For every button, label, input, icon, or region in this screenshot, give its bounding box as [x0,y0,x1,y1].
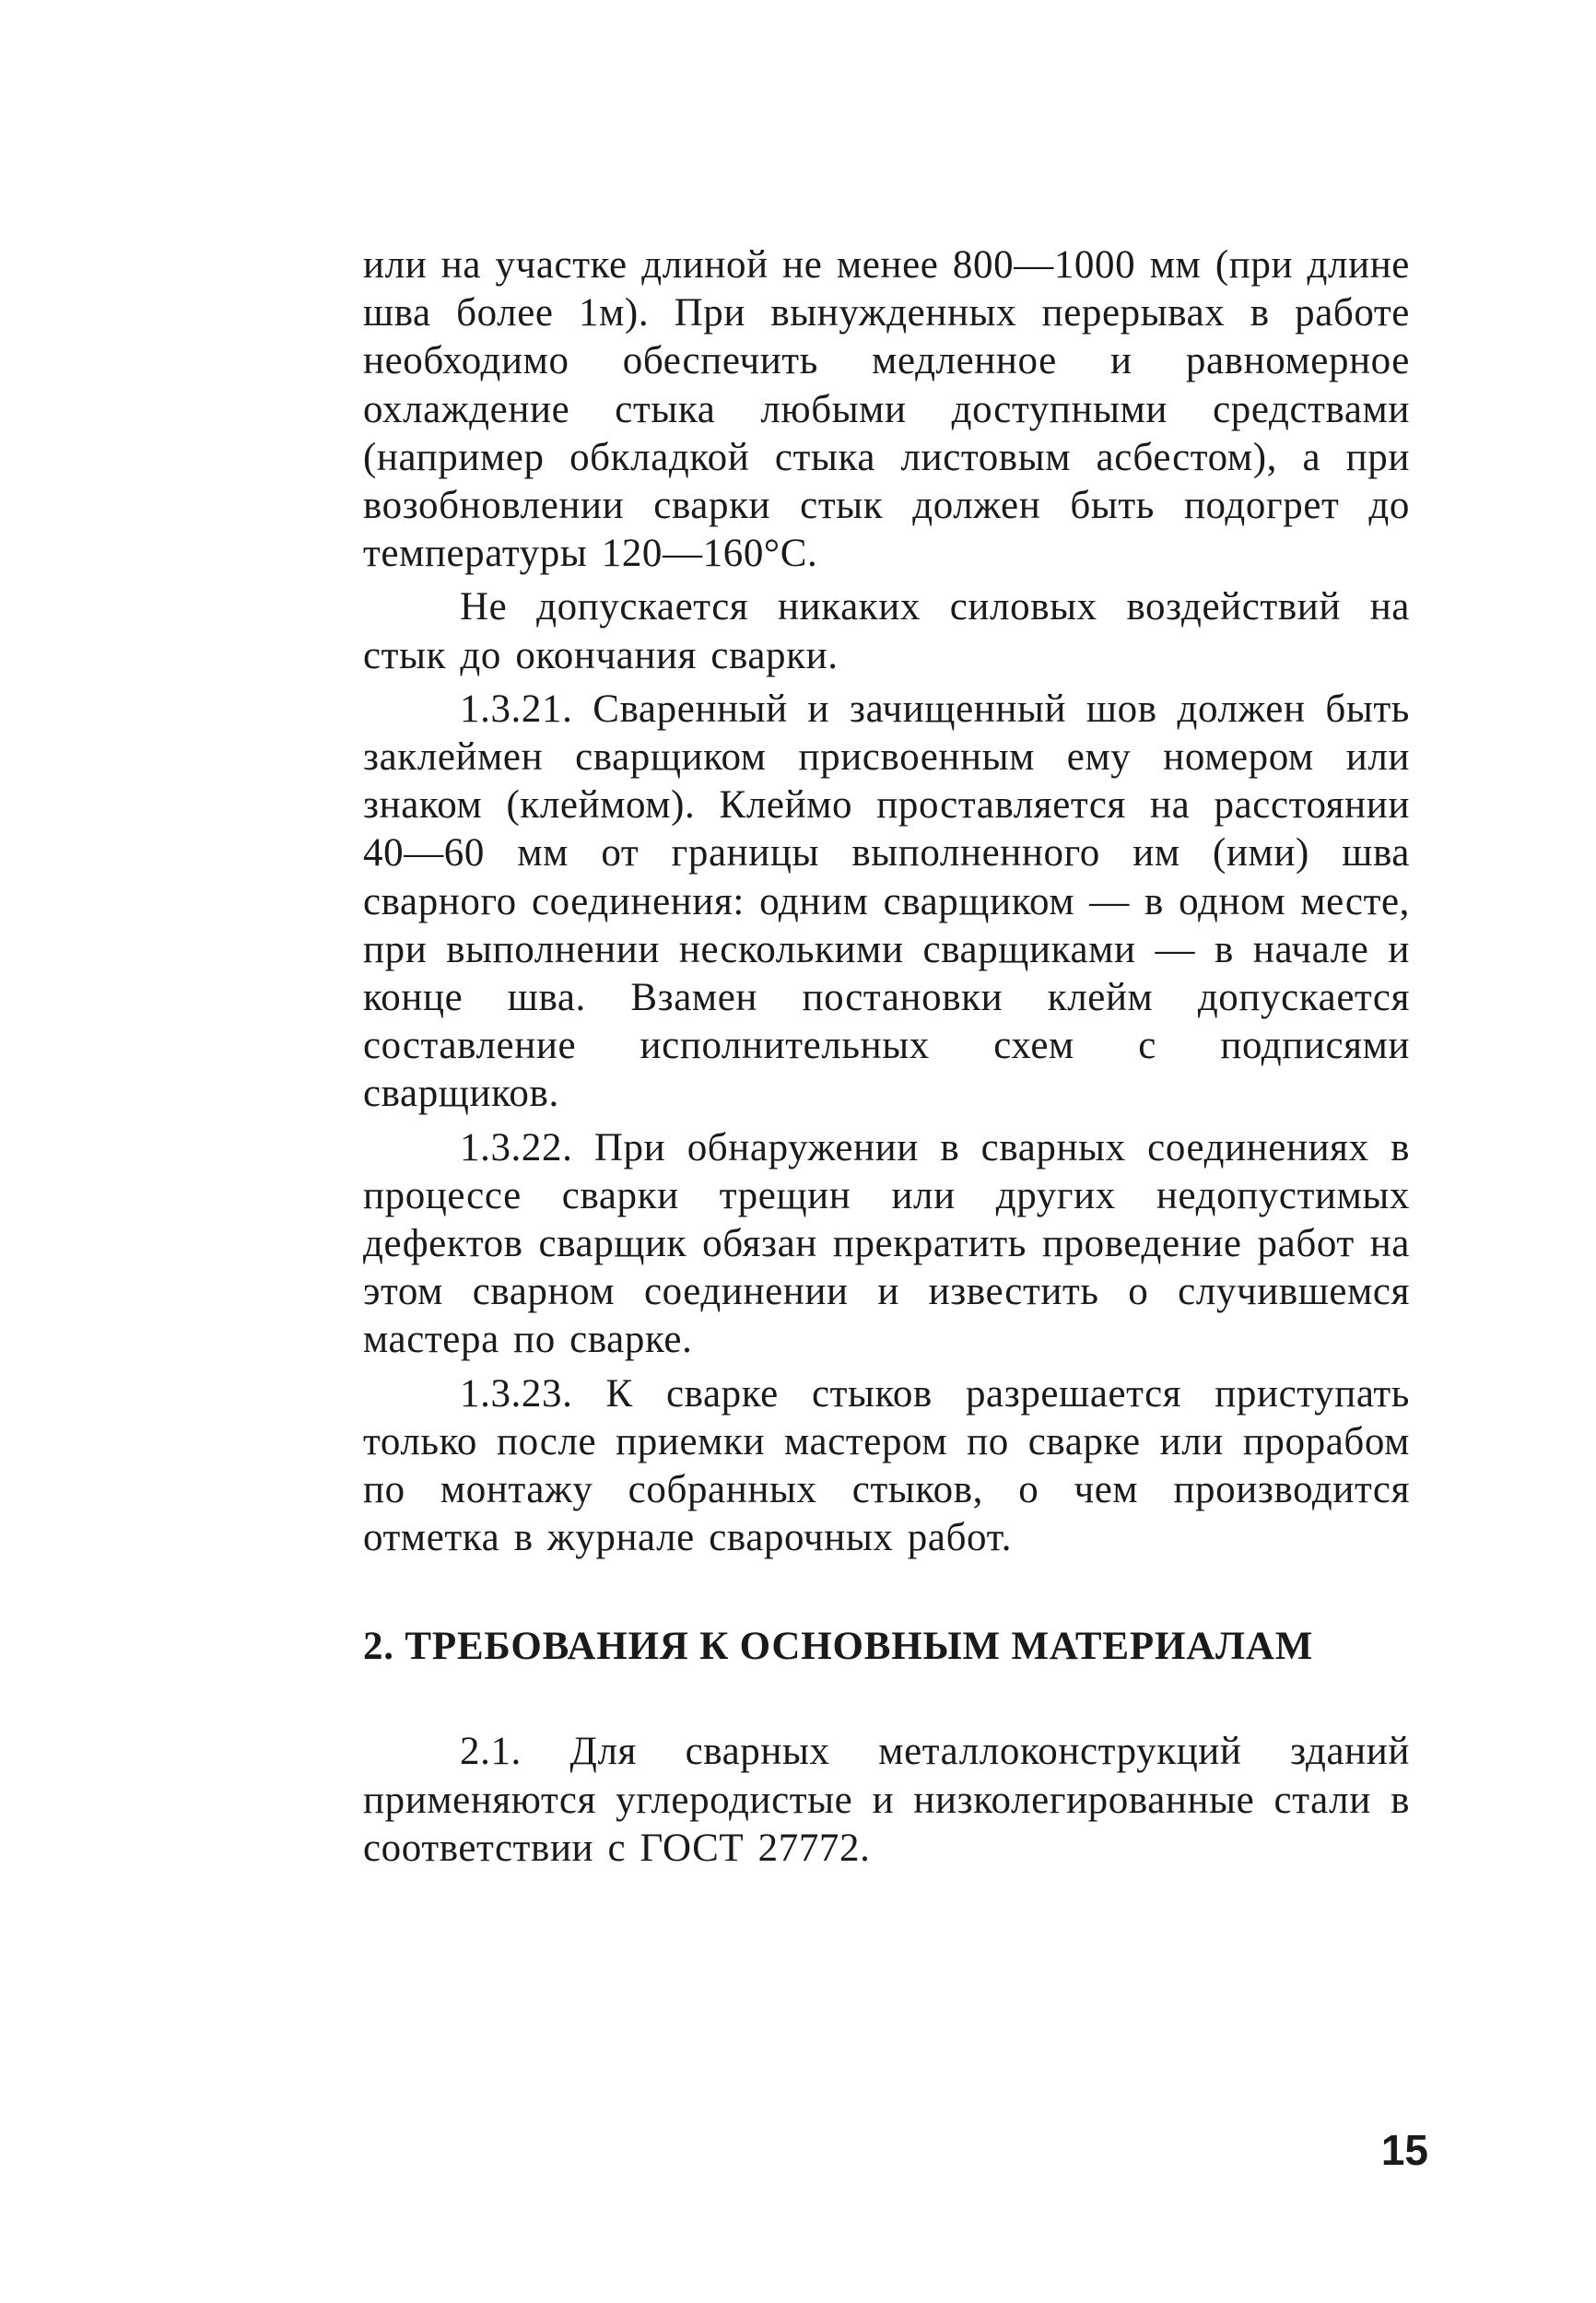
paragraph-welding-continuation: или на участке длиной не менее 800—1000 мм (при длине шва более 1м). При вынужденных перерывах в работе необходимо обеспечить медленное и равномерное охлаждение стыка любыми доступными средствами (например обкладкой стыка листовым асбестом), а при возобновлении сварки стык должен быть подогрет до температуры 120—160°С. [363,243,1410,576]
paragraph-1-3-22: 1.3.22. При обнаружении в сварных соединениях в процессе сварки трещин или других недопустимых дефектов сварщик обязан прекратить проведение работ на этом сварном соединении и известить о случившемся мастера по сварке. [363,1125,1410,1362]
document-page [363,241,1410,1873]
section-heading: 2. ТРЕБОВАНИЯ К ОСНОВНЫМ МАТЕРИАЛАМ [363,1625,1314,1669]
paragraph-1-3-21: 1.3.21. Сваренный и зачищенный шов должен быть заклеймен сварщиком присвоенным ему номером или знаком (клеймом). Клеймо проставляется на расстоянии 40—60 мм от границы выполненного им (ими) шва сварного соединения: одним сварщиком — в одном месте, при выполнении несколькими сварщиками — в начале и конце шва. Взамен постановки клейм допускается составление исполнительных схем с подписями сварщиков. [363,687,1410,1116]
page-number: 15 [1380,2126,1428,2174]
paragraph-1-3-23: 1.3.23. К сварке стыков разрешается приступать только после приемки мастером по сварке или прорабом по монтажу собранных стыков, о чем производится отметка в журнале сварочных работ. [363,1371,1410,1560]
text-block-after-heading [363,1728,1410,1873]
paragraph-2-1: 2.1. Для сварных металлоконструкций зданий применяются углеродистые и низколегированные стали в соответствии с ГОСТ 27772. [363,1730,1410,1870]
text-block-before-heading [363,241,1410,1562]
paragraph-no-force-impact: Не допускается никаких силовых воздействий на стык до окончания сварки. [363,585,1410,677]
